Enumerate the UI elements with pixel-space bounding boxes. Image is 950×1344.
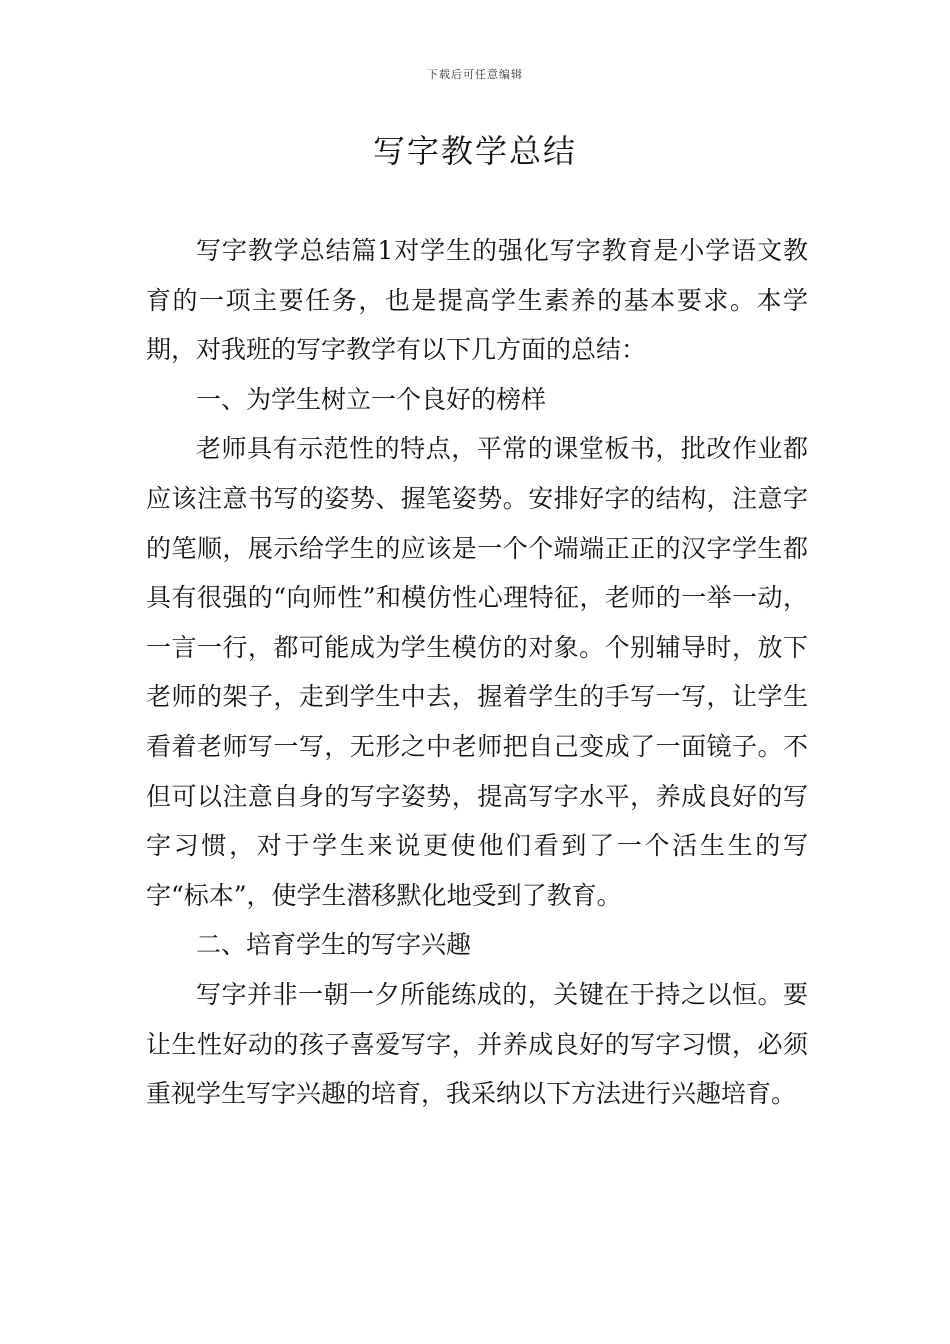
header-note: 下载后可任意编辑 [427, 68, 523, 81]
paragraph-intro: 写字教学总结篇1对学生的强化写字教育是小学语文教育的一项主要任务，也是提高学生素养的基本要求。本学期，对我班的写字教学有以下几方面的总结： [146, 236, 808, 365]
section-heading-1: 一、为学生树立一个良好的榜样 [196, 384, 547, 414]
document-title: 写字教学总结 [372, 132, 577, 170]
section-heading-2: 二、培育学生的写字兴趣 [196, 930, 472, 960]
paragraph-section-1: 老师具有示范性的特点，平常的课堂板书，批改作业都应该注意书写的姿势、握笔姿势。安排好字的结构，注意字的笔顺，展示给学生的应该是一个个端端正正的汉字学生都具有很强的“向师性”和模仿性心理特征，老师的一举一动，一言一行，都可能成为学生模仿的对象。个别辅导时，放下老师的架子，走到学生中去，握着学生的手写一写，让学生看着老师写一写，无形之中老师把自己变成了一面镜子。不但可以注意自身的写字姿势，提高写字水平，养成良好的写字习惯，对于学生来说更使他们看到了一个活生生的写字“标本”，使学生潜移默化地受到了教育。 [146, 434, 808, 910]
document-body [146, 226, 808, 1119]
paragraph-section-2: 写字并非一朝一夕所能练成的，关键在于持之以恒。要让生性好动的孩子喜爱写字，并养成良好的写字习惯，必须重视学生写字兴趣的培育，我采纳以下方法进行兴趣培育。 [146, 979, 808, 1109]
